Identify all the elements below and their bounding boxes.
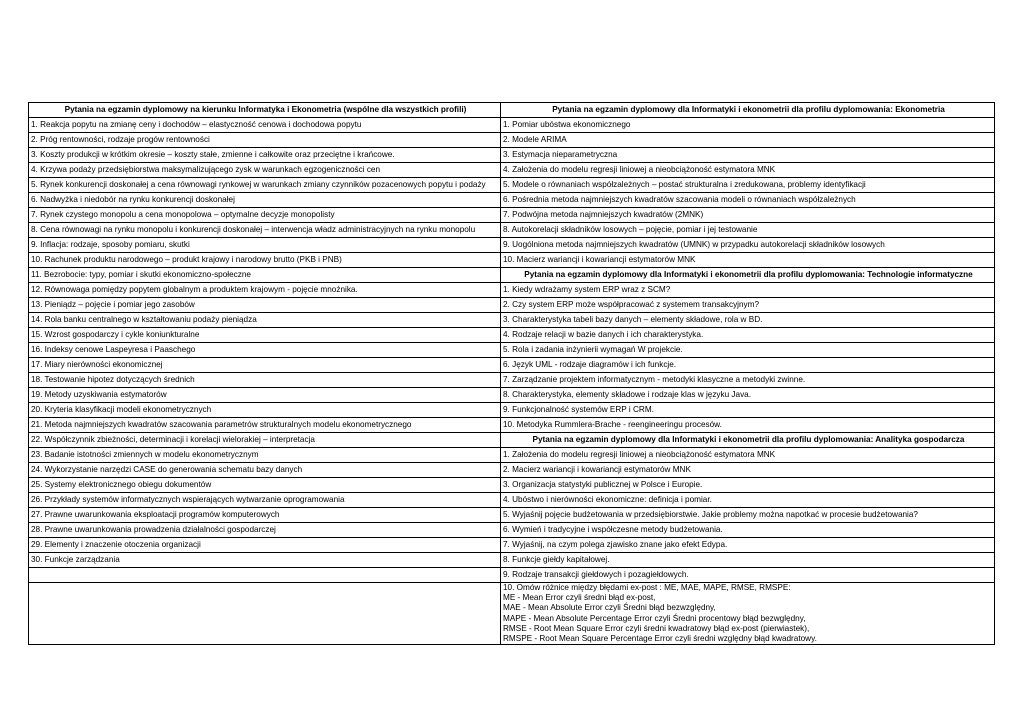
table-row [29,103,995,118]
common-question: 26. Przykłady systemów informatycznych wspierających wytwarzanie oprogramowania [29,493,501,508]
common-question: 16. Indeksy cenowe Laspeyresa i Paaschego [29,343,501,358]
table-row [29,568,995,583]
ekonometria-question: 5. Modele o równaniach współzależnych – postać strukturalna i zredukowana, problemy identyfikacji [501,178,995,193]
analityka-header: Pytania na egzamin dyplomowy dla Informatyki i ekonometrii dla profilu dyplomowania: Analityka gospodarcza [501,433,995,448]
common-question: 18. Testowanie hipotez dotyczących średnich [29,373,501,388]
error-metric-line: MAE - Mean Absolute Error czyli Średni błąd bezwzględny, [503,603,716,613]
ekonometria-question: 9. Uogólniona metoda najmniejszych kwadratów (UMNK) w przypadku autokorelacji składników losowych [501,238,995,253]
ekonometria-header: Pytania na egzamin dyplomowy dla Informatyki i ekonometrii dla profilu dyplomowania: Ekonometria [501,103,995,118]
analityka-question-10 [501,583,995,645]
common-question: 8. Cena równowagi na rynku monopolu i konkurencji doskonałej – interwencja władz administracyjnych na rynku monopolu [29,223,501,238]
technologie-question: 2. Czy system ERP może współpracować z systemem transakcyjnym? [501,298,995,313]
table-row [29,418,995,433]
common-header: Pytania na egzamin dyplomowy na kierunku Informatyka i Ekonometria (wspólne dla wszystkich profili) [29,103,501,118]
common-question: 21. Metoda najmniejszych kwadratów szacowania parametrów strukturalnych modelu ekonometrycznego [29,418,501,433]
ekonometria-question: 4. Założenia do modelu regresji liniowej a nieobciążoność estymatora MNK [501,163,995,178]
technologie-question: 4. Rodzaje relacji w bazie danych i ich charakterystyka. [501,328,995,343]
ekonometria-question: 8. Autokorelacji składników losowych – pojęcie, pomiar i jej testowanie [501,223,995,238]
common-question: 12. Równowaga pomiędzy popytem globalnym a produktem krajowym - pojęcie mnożnika. [29,283,501,298]
table-row [29,343,995,358]
table-row [29,163,995,178]
common-question: 7. Rynek czystego monopolu a cena monopolowa – optymalne decyzje monopolisty [29,208,501,223]
analityka-question: 9. Rodzaje transakcji giełdowych i pozagiełdowych. [501,568,995,583]
analityka-question: 4. Ubóstwo i nierówności ekonomiczne: definicja i pomiar. [501,493,995,508]
common-question: 2. Próg rentowności, rodzaje progów rentowności [29,133,501,148]
error-metric-line: ME - Mean Error czyli średni błąd ex-post, [503,593,656,603]
table-row [29,223,995,238]
table-row [29,358,995,373]
table-row [29,328,995,343]
table-row [29,538,995,553]
table-row [29,253,995,268]
common-question: 13. Pieniądz – pojęcie i pomiar jego zasobów [29,298,501,313]
table-row [29,208,995,223]
common-question: 22. Współczynnik zbieżności, determinacji i korelacji wielorakiej – interpretacja [29,433,501,448]
analityka-question: 6. Wymień i tradycyjne i współczesne metody budżetowania. [501,523,995,538]
common-question: 29. Elementy i znaczenie otoczenia organizacji [29,538,501,553]
error-metric-line: RMSPE - Root Mean Square Percentage Error czyli średni względny błąd kwadratowy. [503,634,817,644]
empty-cell [29,568,501,583]
table-row [29,463,995,478]
common-question: 3. Koszty produkcji w krótkim okresie – koszty stałe, zmienne i całkowite oraz przeciętne i krańcowe. [29,148,501,163]
table-row [29,148,995,163]
table-row [29,583,995,645]
analityka-question: 8. Funkcje giełdy kapitałowej. [501,553,995,568]
exam-questions-table [28,102,995,645]
common-question: 30. Funkcje zarządzania [29,553,501,568]
table-row [29,133,995,148]
table-row [29,493,995,508]
empty-cell [29,583,501,645]
error-metric-line: RMSE - Root Mean Square Error czyli średni kwadratowy błąd ex-post (pierwiastek), [503,623,810,633]
ekonometria-question: 1. Pomiar ubóstwa ekonomicznego [501,118,995,133]
technologie-question: 9. Funkcjonalność systemów ERP i CRM. [501,403,995,418]
table-row [29,433,995,448]
common-question: 11. Bezrobocie: typy, pomiar i skutki ekonomiczno-społeczne [29,268,501,283]
table-row [29,283,995,298]
ekonometria-question: 2. Modele ARIMA [501,133,995,148]
table-row [29,238,995,253]
table-row [29,508,995,523]
technologie-question: 3. Charakterystyka tabeli bazy danych – elementy składowe, rola w BD. [501,313,995,328]
common-question: 24. Wykorzystanie narzędzi CASE do generowania schematu bazy danych [29,463,501,478]
common-question: 23. Badanie istotności zmiennych w modelu ekonometrycznym [29,448,501,463]
table-row [29,118,995,133]
technologie-question: 1. Kiedy wdrażamy system ERP wraz z SCM? [501,283,995,298]
technologie-question: 8. Charakterystyka, elementy składowe i rodzaje klas w języku Java. [501,388,995,403]
common-question: 17. Miary nierówności ekonomicznej [29,358,501,373]
common-question: 15. Wzrost gospodarczy i cykle koniunkturalne [29,328,501,343]
common-question: 20. Kryteria klasyfikacji modeli ekonometrycznych [29,403,501,418]
analityka-question: 7. Wyjaśnij, na czym polega zjawisko znane jako efekt Edypa. [501,538,995,553]
table-row [29,553,995,568]
table-row [29,523,995,538]
analityka-question: 1. Założenia do modelu regresji liniowej a nieobciążoność estymatora MNK [501,448,995,463]
ekonometria-question: 3. Estymacja nieparametryczna [501,148,995,163]
common-question: 10. Rachunek produktu narodowego – produkt krajowy i narodowy brutto (PKB i PNB) [29,253,501,268]
table-row [29,373,995,388]
technologie-question: 10. Metodyka Rummlera-Brache - reengineeringu procesów. [501,418,995,433]
common-question: 19. Metody uzyskiwania estymatorów [29,388,501,403]
common-question: 4. Krzywa podaży przedsiębiorstwa maksymalizującego zysk w warunkach egzogeniczności cen [29,163,501,178]
common-question: 9. Inflacja: rodzaje, sposoby pomiaru, skutki [29,238,501,253]
common-question: 28. Prawne uwarunkowania prowadzenia działalności gospodarczej [29,523,501,538]
common-question: 5. Rynek konkurencji doskonałej a cena równowagi rynkowej w warunkach zmiany czynników pozacenowych popytu i podaży [29,178,501,193]
table-row [29,193,995,208]
analityka-question: 2. Macierz wariancji i kowariancji estymatorów MNK [501,463,995,478]
ekonometria-question: 10. Macierz wariancji i kowariancji estymatorów MNK [501,253,995,268]
table-row [29,403,995,418]
table-row [29,298,995,313]
common-question: 14. Rola banku centralnego w kształtowaniu podaży pieniądza [29,313,501,328]
ekonometria-question: 6. Pośrednia metoda najmniejszych kwadratów szacowania modeli o równaniach współzależnych [501,193,995,208]
table-row [29,478,995,493]
error-metric-line: MAPE - Mean Absolute Percentage Error czyli Średni procentowy błąd bezwględny, [503,613,806,623]
ekonometria-question: 7. Podwójna metoda najmniejszych kwadratów (2MNK) [501,208,995,223]
analityka-question: 5. Wyjaśnij pojęcie budżetowania w przedsiębiorstwie. Jakie problemy można napotkać w procesie budżetowania? [501,508,995,523]
technologie-question: 6. Język UML - rodzaje diagramów i ich funkcje. [501,358,995,373]
analityka-question: 3. Organizacja statystyki publicznej w Polsce i Europie. [501,478,995,493]
question-10-intro: 10. Omów różnice między błędami ex-post : ME, MAE, MAPE, RMSE, RMSPE: [503,583,791,592]
table-row [29,388,995,403]
technologie-question: 7. Zarządzanie projektem informatycznym - metodyki klasyczne a metodyki zwinne. [501,373,995,388]
common-question: 6. Nadwyżka i niedobór na rynku konkurencji doskonałej [29,193,501,208]
technologie-question: 5. Rola i zadania inżynierii wymagań W projekcie. [501,343,995,358]
common-question: 25. Systemy elektronicznego obiegu dokumentów [29,478,501,493]
table-row [29,178,995,193]
common-question: 27. Prawne uwarunkowania eksploatacji programów komputerowych [29,508,501,523]
table-row [29,313,995,328]
table-row [29,448,995,463]
common-question: 1. Reakcja popytu na zmianę ceny i dochodów – elastyczność cenowa i dochodowa popytu [29,118,501,133]
table-row [29,268,995,283]
technologie-header: Pytania na egzamin dyplomowy dla Informatyki i ekonometrii dla profilu dyplomowania: Technologie informatyczne [501,268,995,283]
